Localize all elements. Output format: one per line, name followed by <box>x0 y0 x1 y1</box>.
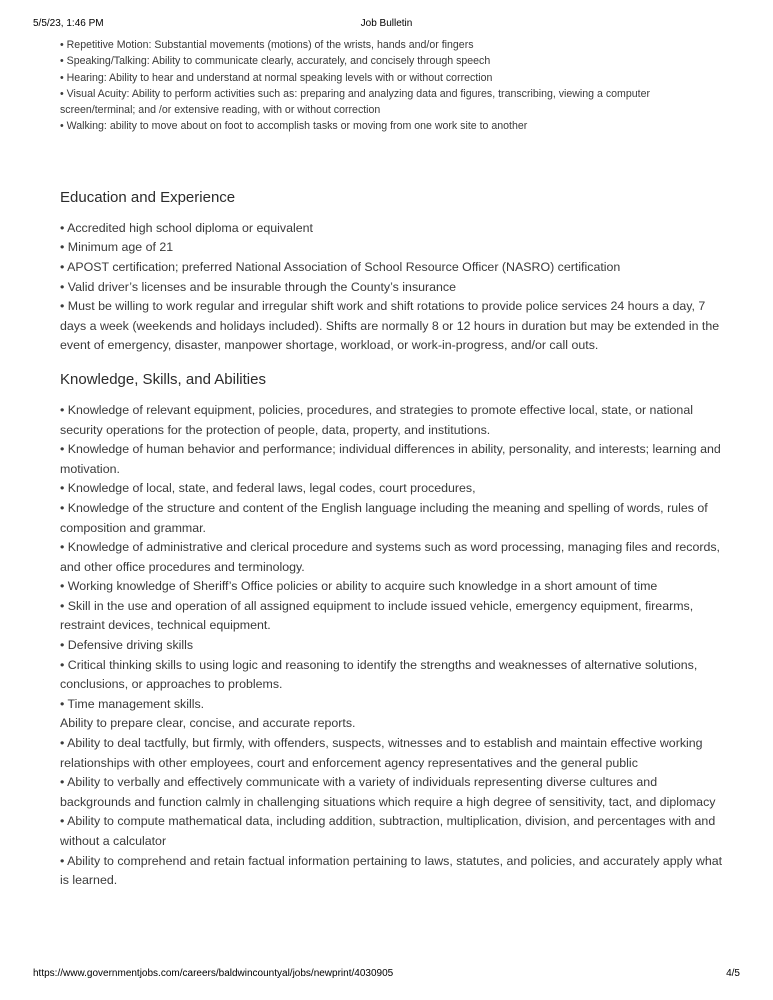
ksa-list <box>60 401 725 891</box>
job-bulletin-content <box>60 37 725 891</box>
education-list <box>60 219 725 356</box>
list-item: • Valid driver’s licenses and be insurable through the County’s insurance <box>60 279 457 294</box>
list-item: • Ability to verbally and effectively communicate with a variety of individuals representing diverse cultures and backgrounds and function calmly in challenging situations which require a high degree of sensitivity, tact, and diplomacy <box>60 775 716 809</box>
list-item: • Ability to deal tactfully, but firmly, with offenders, suspects, witnesses and to establish and maintain effective working relationships with other employees, court and enforcement agency representatives and the general public <box>60 736 703 770</box>
list-item: • Knowledge of human behavior and performance; individual differences in ability, personality, and interests; learning and motivation. <box>60 442 721 476</box>
list-item: • Knowledge of local, state, and federal laws, legal codes, court procedures, <box>60 481 476 496</box>
list-item: • Time management skills. <box>60 696 205 711</box>
list-item: • Speaking/Talking: Ability to communicate clearly, accurately, and concisely through speech <box>60 55 491 68</box>
list-item: Ability to prepare clear, concise, and accurate reports. <box>60 716 356 731</box>
list-item: • Defensive driving skills <box>60 638 194 653</box>
list-item: • Visual Acuity: Ability to perform activities such as: preparing and analyzing data and figures, transcribing, viewing a computer screen/terminal; and /or extensive reading, with or without correction <box>60 87 651 117</box>
list-item: • Ability to comprehend and retain factual information pertaining to laws, statutes, and policies, and accurately apply what is learned. <box>60 853 723 888</box>
education-heading: Education and Experience <box>60 188 236 206</box>
list-item: • Knowledge of administrative and clerical procedure and systems such as word processing, managing files and records, and other office procedures and terminology. <box>60 540 721 574</box>
list-item: • Accredited high school diploma or equivalent <box>60 220 313 235</box>
list-item: • Repetitive Motion: Substantial movements (motions) of the wrists, hands and/or fingers <box>60 39 474 51</box>
print-footer <box>0 968 773 982</box>
list-item: • Knowledge of the structure and content of the English language including the meaning and spelling of words, rules of composition and grammar. <box>60 500 708 535</box>
list-item: • Minimum age of 21 <box>60 240 174 255</box>
list-item: • Skill in the use and operation of all assigned equipment to include issued vehicle, emergency equipment, firearms, restraint devices, technical equipment. <box>60 598 694 633</box>
list-item: • Knowledge of relevant equipment, policies, procedures, and strategies to promote effective local, state, or national security operations for the protection of people, data, property, and institutions. <box>60 402 693 437</box>
list-item: • Ability to compute mathematical data, including addition, subtraction, multiplication, division, and percentages with and without a calculator <box>60 814 716 848</box>
list-item: • Hearing: Ability to hear and understand at normal speaking levels with or without correction <box>60 71 493 84</box>
ksa-heading: Knowledge, Skills, and Abilities <box>60 370 266 388</box>
list-item: • Working knowledge of Sheriff’s Office policies or ability to acquire such knowledge in a short amount of time <box>60 579 658 594</box>
page-url-link[interactable]: https://www.governmentjobs.com/careers/baldwincountyal/jobs/newprint/4030905 <box>33 968 394 979</box>
list-item: • Critical thinking skills to using logic and reasoning to identify the strengths and weaknesses of alternative solutions, conclusions, or approaches to problems. <box>60 657 698 692</box>
print-datetime: 5/5/23, 1:46 PM <box>33 18 104 29</box>
print-header <box>0 18 773 32</box>
list-item: • Must be willing to work regular and irregular shift work and shift rotations to provide police services 24 hours a day, 7 days a week (weekends and holidays included). Shifts are normally 8 or 12 hours in duration but may be extended in the event of emergency, disaster, manpower shortage, workload, or work-in-progress, and/or call outs. <box>60 299 720 353</box>
page-number: 4/5 <box>726 968 740 979</box>
print-title: Job Bulletin <box>360 18 413 29</box>
list-item: • APOST certification; preferred National Association of School Resource Officer (NASRO) certification <box>60 259 621 274</box>
list-item: • Walking: ability to move about on foot to accomplish tasks or moving from one work site to another <box>60 120 528 133</box>
physical-demands-list <box>60 37 725 135</box>
